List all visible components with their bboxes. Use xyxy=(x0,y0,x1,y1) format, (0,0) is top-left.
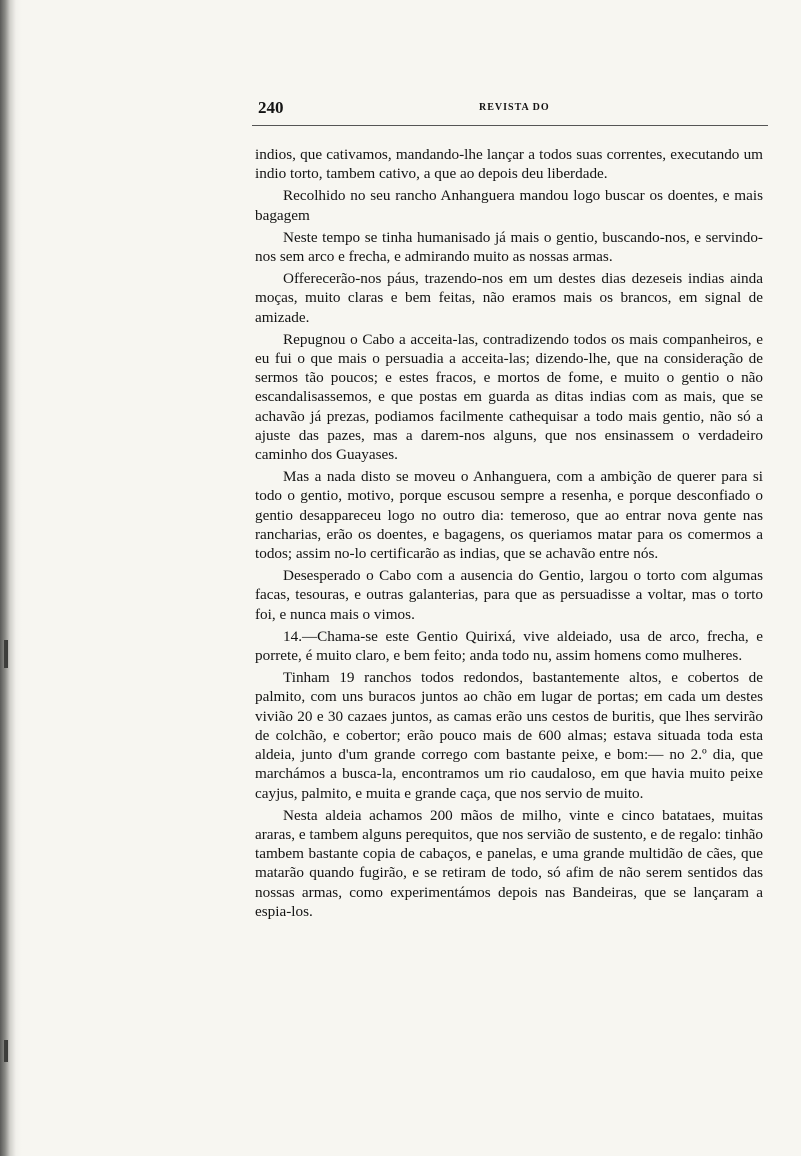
running-title: REVISTA DO xyxy=(479,102,550,113)
page-content xyxy=(252,0,768,1156)
paragraph: Offerecerão-nos páus, trazendo-nos em um destes dias dezeseis indias ainda moças, muito claras e bem feitas, não eramos mais os brancos, em signal de amizade. xyxy=(255,270,763,326)
page-number: 240 xyxy=(258,98,284,117)
paragraph: Tinham 19 ranchos todos redondos, bastantemente altos, e cobertos de palmito, com uns buracos juntos ao chão em lugar de portas; em cada um destes vivião 20 e 30 cazaes juntos, as camas erão uns cestos de buritis, que lhes servirão de colchão, e cobertor; erão pouco mais de 600 almas; estava situada toda esta aldeia, junto d'um grande corrego com bastante peixe, e bom:— no 2.º dia, que marchámos a busca-la, encontramos um rio caudaloso, em que havia muito peixe cayjus, palmito, e muita e grande caça, que nos servio de muito. xyxy=(255,669,763,802)
paragraph: Recolhido no seu rancho Anhanguera mandou logo buscar os doentes, e mais bagagem xyxy=(255,187,763,224)
scanned-page-edge xyxy=(0,0,22,1156)
paragraph: Mas a nada disto se moveu o Anhanguera, com a ambição de querer para si todo o gentio, motivo, porque escusou sempre a resenha, e porque desconfiado o gentio desappareceu logo no outro dia: temeroso, que ao entrar nova gente nas rancharias, erão os doentes, e bagagens, os queriamos matar para os comermos a todos; assim no-lo certificarão as indias, que se achavão entre nós. xyxy=(255,468,763,563)
scan-streak xyxy=(4,640,8,668)
body-text xyxy=(255,145,763,924)
paragraph: Desesperado o Cabo com a ausencia do Gentio, largou o torto com algumas facas, tesouras, e outras galanterias, para que as persuadisse a voltar, mas o torto foi, e nunca mais o vimos. xyxy=(255,567,763,623)
paragraph: Neste tempo se tinha humanisado já mais o gentio, buscando-nos, e servindo-nos sem arco e frecha, e admirando muito as nossas armas. xyxy=(255,228,763,266)
header-rule xyxy=(252,125,768,126)
paragraph: 14.—Chama-se este Gentio Quirixá, vive aldeiado, usa de arco, frecha, e porrete, é muito claro, e bem feito; anda todo nu, assim homens como mulheres. xyxy=(255,627,763,665)
scan-streak xyxy=(4,1040,8,1062)
page-header xyxy=(252,98,768,120)
paragraph: Nesta aldeia achamos 200 mãos de milho, vinte e cinco batataes, muitas araras, e tambem alguns perequitos, que nos servião de sustento, e de regalo: tinhão tambem bastante copia de cabaços, e panelas, e uma grande multidão de cães, que matarão quando fugirão, e se retiram de todo, só afim de não serem sentidos das nossas armas, como experimentámos depois nas Bandeiras, que se lançaram a espia-los. xyxy=(255,806,763,920)
paragraph: indios, que cativamos, mandando-lhe lançar a todos suas correntes, executando um indio torto, tambem cativo, a que ao depois deu liberdade. xyxy=(255,146,763,183)
paragraph: Repugnou o Cabo a acceita-las, contradizendo todos os mais companheiros, e eu fui o que mais o persuadia a acceita-las; dizendo-lhe, que na consideração de sermos tão poucos; e estes fracos, e mortos de fome, e muito o gentio o não escandalisassemos, e que postas em guarda as ditas indias com as mais, que se achavão já prezas, podiamos facilmente cathequisar a todo mais gentio, não só a ajuste das pazes, mas a darem-nos alguns, que nos ensinassem o verdadeiro caminho dos Guayases. xyxy=(255,330,763,464)
